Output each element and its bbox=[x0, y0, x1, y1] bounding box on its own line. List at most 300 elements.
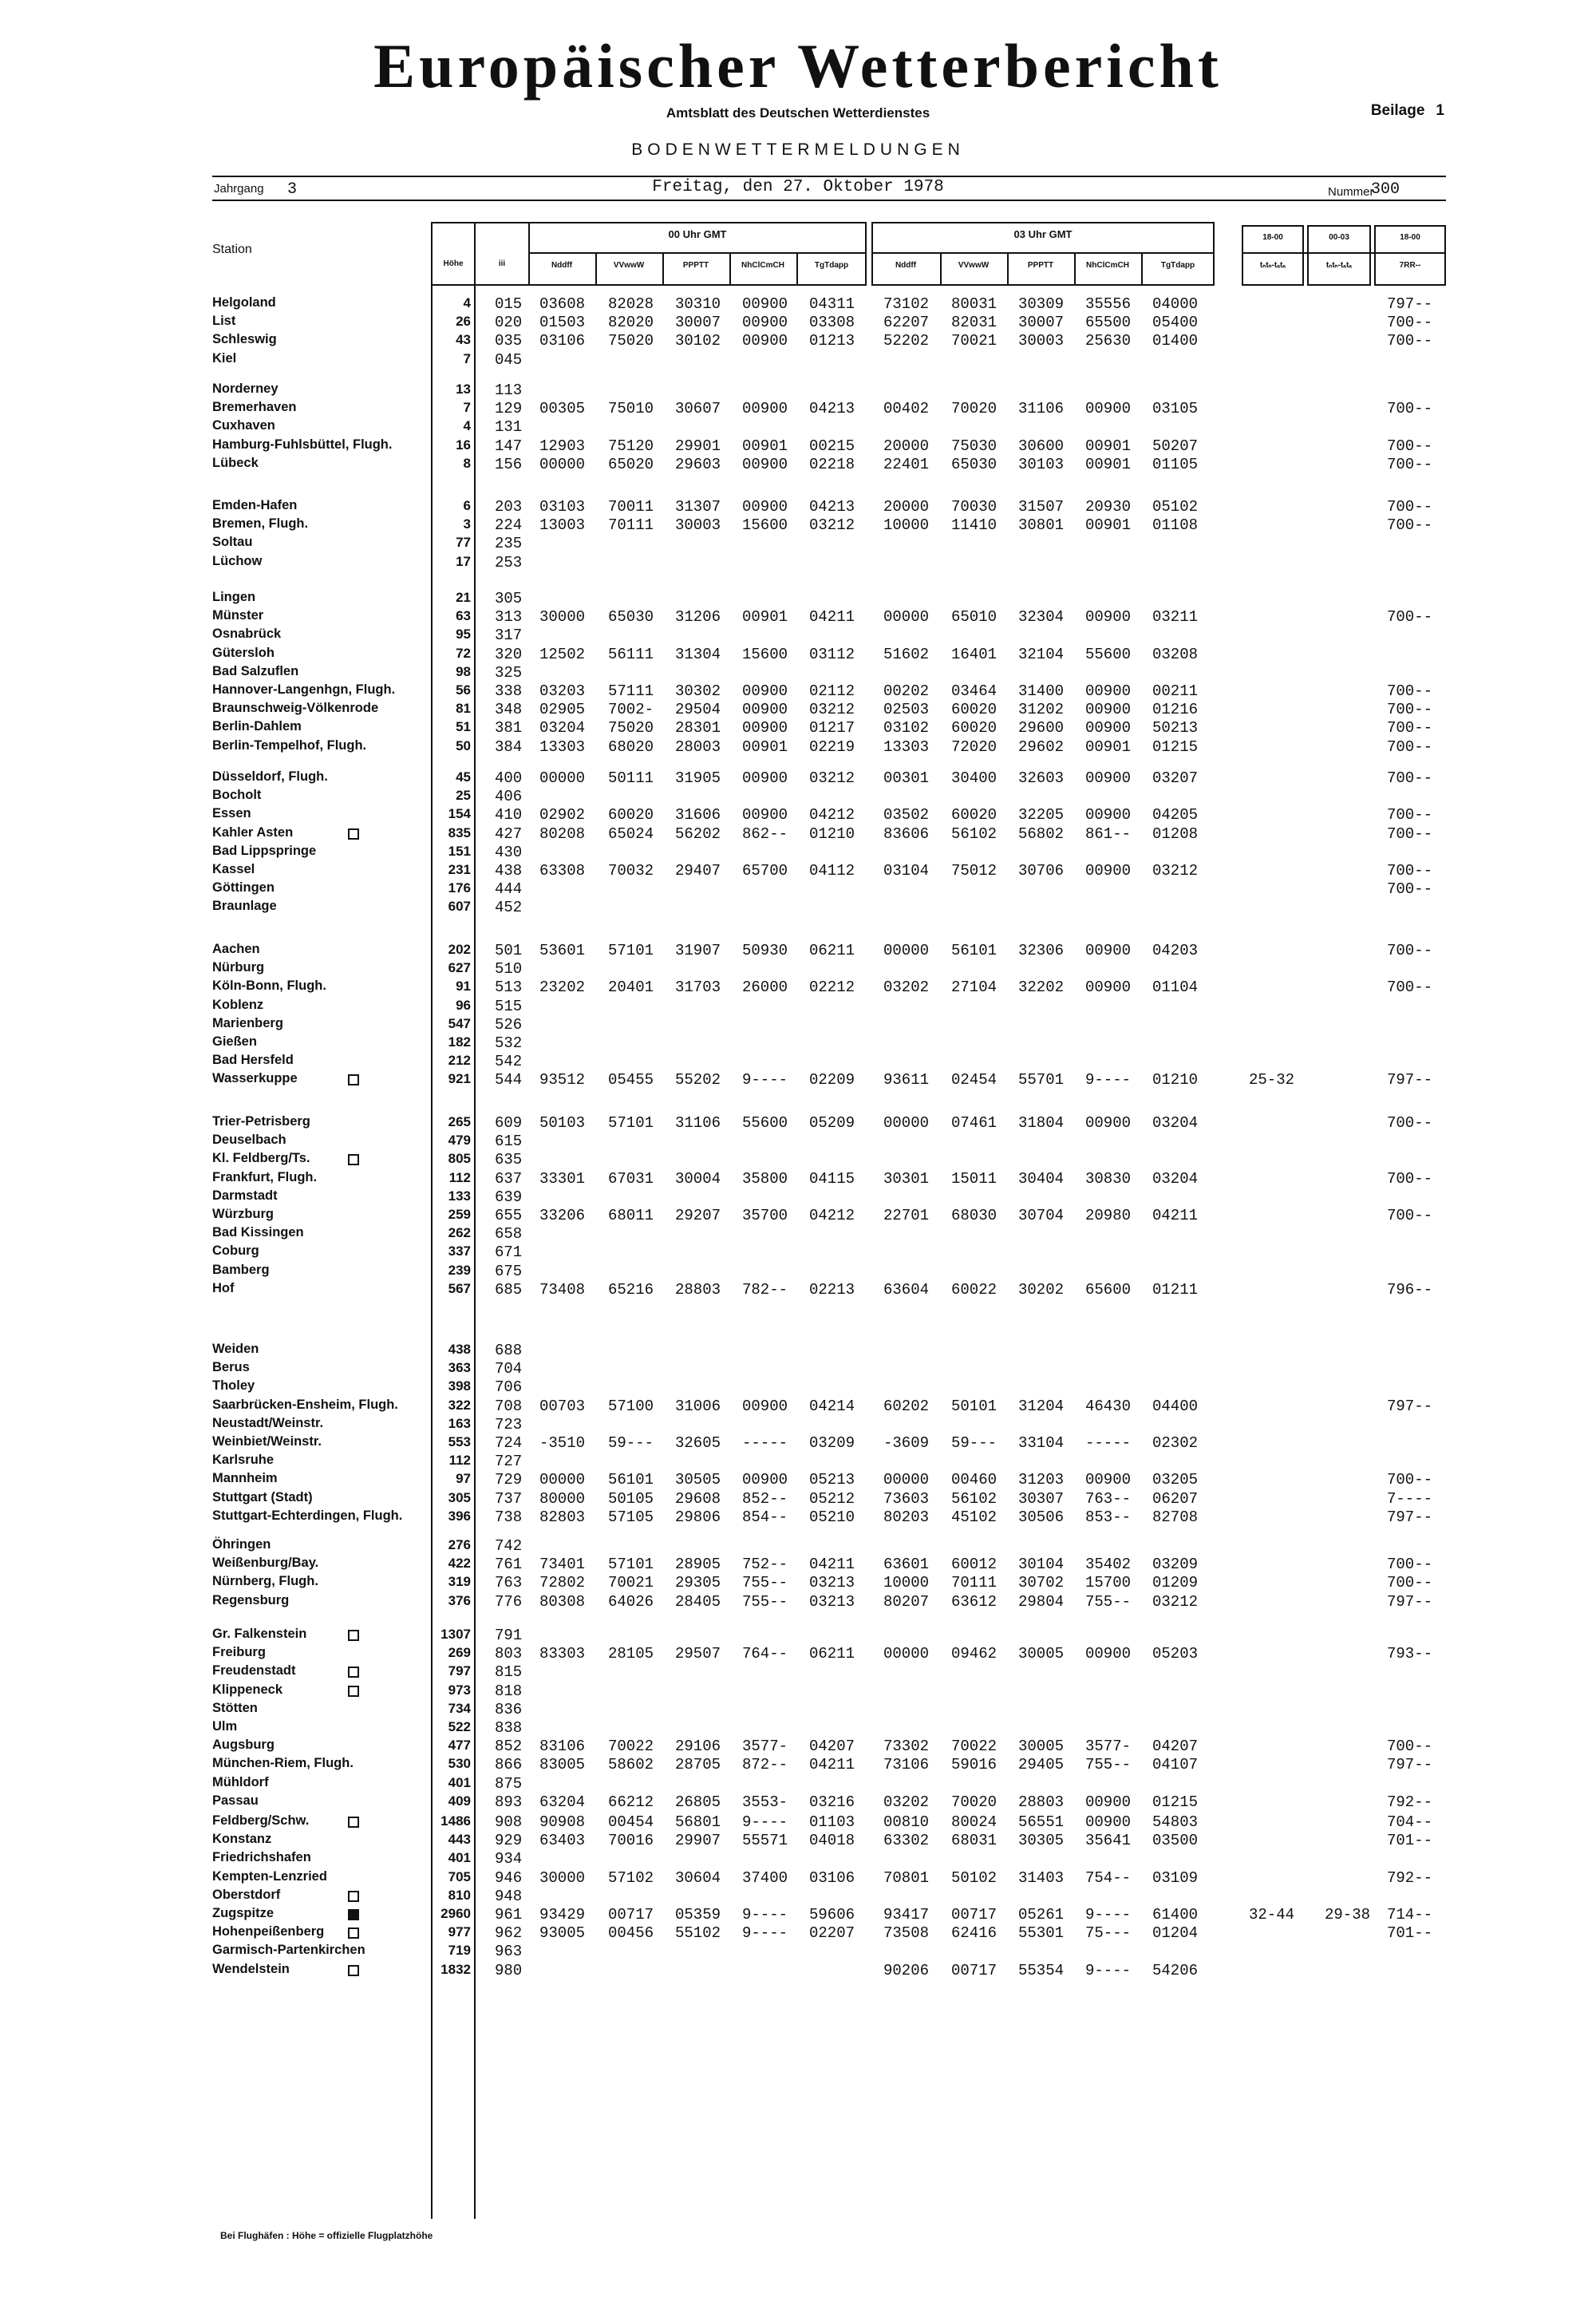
station-height: 810 bbox=[448, 1888, 471, 1903]
station-index: 763 bbox=[495, 1574, 523, 1591]
table-row bbox=[0, 1793, 1596, 1812]
table-row bbox=[0, 400, 1596, 418]
obs-03-group: 03211 bbox=[1152, 608, 1199, 626]
obs-00-group: 65024 bbox=[608, 825, 654, 843]
precip-group: 700-- bbox=[1387, 806, 1433, 824]
station-height: 91 bbox=[456, 979, 471, 994]
obs-03-group: 50101 bbox=[951, 1398, 998, 1415]
obs-00-group: 06211 bbox=[809, 942, 855, 959]
obs-00-group: 31106 bbox=[675, 1114, 721, 1132]
station-name: Saarbrücken-Ensheim, Flugh. bbox=[212, 1398, 398, 1412]
obs-03-group: 01204 bbox=[1152, 1924, 1199, 1942]
obs-03-group: 27104 bbox=[951, 979, 998, 996]
obs-03-group: 04400 bbox=[1152, 1398, 1199, 1415]
obs-03-group: 05102 bbox=[1152, 498, 1199, 516]
obs-03-group: 30307 bbox=[1018, 1490, 1065, 1508]
obs-00-group: 30102 bbox=[675, 332, 721, 350]
station-name: Augsburg bbox=[212, 1738, 275, 1752]
station-index: 963 bbox=[495, 1943, 523, 1960]
obs-00-group: 00900 bbox=[742, 314, 788, 331]
station-name: Deuselbach bbox=[212, 1133, 286, 1147]
group-03-header: 03 Uhr GMT bbox=[1013, 228, 1073, 240]
obs-03-group: 07461 bbox=[951, 1114, 998, 1132]
beilage-number: 1 bbox=[1436, 102, 1444, 119]
station-height: 182 bbox=[448, 1034, 471, 1050]
obs-03-group: 30506 bbox=[1018, 1508, 1065, 1526]
obs-03-group: 30309 bbox=[1018, 295, 1065, 313]
obs-00-group: 854-- bbox=[742, 1508, 788, 1526]
station-name: Kempten-Lenzried bbox=[212, 1869, 327, 1884]
table-row bbox=[0, 844, 1596, 862]
station-height: 95 bbox=[456, 627, 471, 642]
table-row bbox=[0, 806, 1596, 824]
table-row bbox=[0, 456, 1596, 474]
obs-00-group: 31703 bbox=[675, 979, 721, 996]
obs-03-group: 03207 bbox=[1152, 769, 1199, 787]
obs-03-group: 50213 bbox=[1152, 719, 1199, 737]
obs-00-group: 30310 bbox=[675, 295, 721, 313]
obs-03-group: 80207 bbox=[883, 1593, 930, 1611]
obs-03-group: 82708 bbox=[1152, 1508, 1199, 1526]
obs-03-group: 00901 bbox=[1085, 516, 1132, 534]
station-name: Wasserkuppe bbox=[212, 1071, 298, 1085]
station-name: Öhringen bbox=[212, 1537, 271, 1552]
station-index: 348 bbox=[495, 701, 523, 718]
station-height: 522 bbox=[448, 1719, 471, 1734]
obs-03-group: 02454 bbox=[951, 1071, 998, 1089]
obs-00-group: 29603 bbox=[675, 456, 721, 473]
hoehe-header-cell bbox=[431, 222, 476, 286]
obs-00-group: 00000 bbox=[539, 769, 586, 787]
obs-00-group: 03112 bbox=[809, 646, 855, 663]
station-name: Hannover-Langenhgn, Flugh. bbox=[212, 682, 396, 697]
obs-03-group: 30005 bbox=[1018, 1645, 1065, 1663]
station-index: 685 bbox=[495, 1281, 523, 1299]
open-square-icon bbox=[348, 1686, 359, 1697]
station-index: 961 bbox=[495, 1906, 523, 1924]
table-row bbox=[0, 682, 1596, 701]
col-00-clouds: NhClCmCH bbox=[741, 261, 784, 270]
station-index: 980 bbox=[495, 1962, 523, 1979]
obs-03-group: 30103 bbox=[1018, 456, 1065, 473]
obs-00-group: 75010 bbox=[608, 400, 654, 417]
station-index: 515 bbox=[495, 998, 523, 1015]
obs-00-group: 03212 bbox=[809, 516, 855, 534]
obs-03-group: 31403 bbox=[1018, 1869, 1065, 1887]
nummer-value: 300 bbox=[1371, 180, 1400, 199]
table-row bbox=[0, 1850, 1596, 1868]
obs-03-group: 30704 bbox=[1018, 1207, 1065, 1224]
obs-03-group: 29405 bbox=[1018, 1756, 1065, 1773]
obs-00-group: 03103 bbox=[539, 498, 586, 516]
obs-03-group: 60022 bbox=[951, 1281, 998, 1299]
station-index: 544 bbox=[495, 1071, 523, 1089]
table-row bbox=[0, 701, 1596, 719]
obs-00-group: 9---- bbox=[742, 1071, 788, 1089]
station-name: Düsseldorf, Flugh. bbox=[212, 769, 328, 784]
obs-00-group: 04211 bbox=[809, 608, 855, 626]
station-index: 035 bbox=[495, 332, 523, 350]
beilage bbox=[1371, 102, 1444, 120]
obs-00-group: 00900 bbox=[742, 332, 788, 350]
station-height: 797 bbox=[448, 1663, 471, 1678]
obs-00-group: 63403 bbox=[539, 1832, 586, 1849]
obs-03-group: 35556 bbox=[1085, 295, 1132, 313]
station-height: 547 bbox=[448, 1016, 471, 1031]
obs-03-group: 68031 bbox=[951, 1832, 998, 1849]
station-name: Schleswig bbox=[212, 332, 277, 346]
obs-00-group: 15600 bbox=[742, 646, 788, 663]
obs-00-group: 01217 bbox=[809, 719, 855, 737]
table-row bbox=[0, 1133, 1596, 1151]
jahrgang-value: 3 bbox=[287, 180, 298, 199]
station-index: 235 bbox=[495, 535, 523, 552]
report-subtitle: Amtsblatt des Deutschen Wetterdienstes bbox=[666, 105, 930, 121]
obs-00-group: 764-- bbox=[742, 1645, 788, 1663]
obs-03-group: 83606 bbox=[883, 825, 930, 843]
table-row bbox=[0, 1170, 1596, 1188]
obs-00-group: 13003 bbox=[539, 516, 586, 534]
obs-03-group: 22401 bbox=[883, 456, 930, 473]
obs-03-group: 56802 bbox=[1018, 825, 1065, 843]
obs-03-group: 65010 bbox=[951, 608, 998, 626]
station-index: 727 bbox=[495, 1453, 523, 1470]
obs-00-group: 02905 bbox=[539, 701, 586, 718]
obs-00-group: 58602 bbox=[608, 1756, 654, 1773]
obs-00-group: 28301 bbox=[675, 719, 721, 737]
table-row bbox=[0, 1281, 1596, 1299]
obs-00-group: 06211 bbox=[809, 1645, 855, 1663]
station-height: 443 bbox=[448, 1832, 471, 1847]
obs-00-group: 29407 bbox=[675, 862, 721, 880]
table-row bbox=[0, 1207, 1596, 1225]
station-index: 838 bbox=[495, 1719, 523, 1737]
station-height: 43 bbox=[456, 332, 471, 347]
obs-03-group: 30801 bbox=[1018, 516, 1065, 534]
station-index: 704 bbox=[495, 1360, 523, 1378]
obs-00-group: 57105 bbox=[608, 1508, 654, 1526]
table-row bbox=[0, 738, 1596, 757]
station-index: 015 bbox=[495, 295, 523, 313]
obs-00-group: 31907 bbox=[675, 942, 721, 959]
obs-00-group: 03308 bbox=[809, 314, 855, 331]
station-name: Bremen, Flugh. bbox=[212, 516, 309, 531]
obs-00-group: 04112 bbox=[809, 862, 855, 880]
obs-03-group: 55701 bbox=[1018, 1071, 1065, 1089]
obs-03-group: 60020 bbox=[951, 719, 998, 737]
obs-00-group: 59606 bbox=[809, 1906, 855, 1924]
obs-03-group: 31507 bbox=[1018, 498, 1065, 516]
obs-03-group: 03209 bbox=[1152, 1556, 1199, 1573]
obs-00-group: 30000 bbox=[539, 1869, 586, 1887]
obs-00-group: 02212 bbox=[809, 979, 855, 996]
col-03-clouds: NhClCmCH bbox=[1086, 261, 1129, 270]
obs-00-group: 7002- bbox=[608, 701, 654, 718]
station-height: 262 bbox=[448, 1225, 471, 1240]
station-height: 409 bbox=[448, 1793, 471, 1809]
obs-00-group: 00456 bbox=[608, 1924, 654, 1942]
obs-03-group: 06207 bbox=[1152, 1490, 1199, 1508]
obs-03-group: 763-- bbox=[1085, 1490, 1132, 1508]
station-height: 398 bbox=[448, 1378, 471, 1394]
precip-group: 704-- bbox=[1387, 1813, 1433, 1831]
obs-03-group: 00900 bbox=[1085, 806, 1132, 824]
obs-03-group: 60020 bbox=[951, 701, 998, 718]
obs-03-group: 80024 bbox=[951, 1813, 998, 1831]
obs-00-group: 63204 bbox=[539, 1793, 586, 1811]
table-row bbox=[0, 1490, 1596, 1508]
obs-03-group: 03464 bbox=[951, 682, 998, 700]
station-height: 269 bbox=[448, 1645, 471, 1660]
station-height: 1307 bbox=[440, 1627, 471, 1642]
obs-00-group: 01103 bbox=[809, 1813, 855, 1831]
obs-00-group: 31606 bbox=[675, 806, 721, 824]
obs-00-group: 04115 bbox=[809, 1170, 855, 1188]
station-name: Bocholt bbox=[212, 788, 262, 802]
obs-03-group: 10000 bbox=[883, 1574, 930, 1591]
obs-03-group: 05400 bbox=[1152, 314, 1199, 331]
station-name: Mühldorf bbox=[212, 1775, 269, 1789]
obs-00-group: 72802 bbox=[539, 1574, 586, 1591]
obs-00-group: 00900 bbox=[742, 295, 788, 313]
obs-03-group: 00900 bbox=[1085, 1114, 1132, 1132]
obs-00-group: 13303 bbox=[539, 738, 586, 756]
obs-00-group: 29608 bbox=[675, 1490, 721, 1508]
obs-03-group: 03502 bbox=[883, 806, 930, 824]
station-index: 513 bbox=[495, 979, 523, 996]
table-row bbox=[0, 788, 1596, 806]
station-index: 893 bbox=[495, 1793, 523, 1811]
obs-03-group: 03104 bbox=[883, 862, 930, 880]
precip-group: 797-- bbox=[1387, 1398, 1433, 1415]
obs-00-group: -3510 bbox=[539, 1434, 586, 1452]
table-row bbox=[0, 1263, 1596, 1281]
obs-03-group: 30007 bbox=[1018, 314, 1065, 331]
table-row bbox=[0, 1537, 1596, 1556]
obs-03-group: 30301 bbox=[883, 1170, 930, 1188]
obs-00-group: 57111 bbox=[608, 682, 654, 700]
station-height: 7 bbox=[463, 351, 471, 366]
obs-03-group: 20000 bbox=[883, 437, 930, 455]
obs-00-group: 31006 bbox=[675, 1398, 721, 1415]
station-index: 427 bbox=[495, 825, 523, 843]
obs-03-group: 70021 bbox=[951, 332, 998, 350]
obs-03-group: 80203 bbox=[883, 1508, 930, 1526]
obs-03-group: 56551 bbox=[1018, 1813, 1065, 1831]
station-height: 202 bbox=[448, 942, 471, 957]
obs-03-group: 51602 bbox=[883, 646, 930, 663]
obs-03-group: 33104 bbox=[1018, 1434, 1065, 1452]
obs-03-group: 70111 bbox=[951, 1574, 998, 1591]
precip-group: 700-- bbox=[1387, 979, 1433, 996]
obs-03-group: 00900 bbox=[1085, 979, 1132, 996]
station-height: 805 bbox=[448, 1151, 471, 1166]
obs-00-group: 02112 bbox=[809, 682, 855, 700]
station-height: 276 bbox=[448, 1537, 471, 1552]
station-height: 77 bbox=[456, 535, 471, 550]
obs-03-group: 70801 bbox=[883, 1869, 930, 1887]
nummer-label: Nummer bbox=[1328, 185, 1374, 199]
obs-00-group: 56801 bbox=[675, 1813, 721, 1831]
station-name: Weißenburg/Bay. bbox=[212, 1556, 319, 1570]
station-name: Trier-Petrisberg bbox=[212, 1114, 310, 1129]
obs-03-group: 03204 bbox=[1152, 1170, 1199, 1188]
station-name: Berlin-Dahlem bbox=[212, 719, 302, 733]
station-height: 176 bbox=[448, 880, 471, 896]
station-height: 259 bbox=[448, 1207, 471, 1222]
station-index: 742 bbox=[495, 1537, 523, 1555]
obs-03-group: 15700 bbox=[1085, 1574, 1132, 1591]
obs-00-group: 3577- bbox=[742, 1738, 788, 1755]
precip-group: 714-- bbox=[1387, 1906, 1433, 1924]
obs-03-group: 32202 bbox=[1018, 979, 1065, 996]
station-height: 567 bbox=[448, 1281, 471, 1296]
obs-00-group: 00215 bbox=[809, 437, 855, 455]
obs-00-group: 00901 bbox=[742, 608, 788, 626]
station-index: 776 bbox=[495, 1593, 523, 1611]
obs-00-group: 02207 bbox=[809, 1924, 855, 1942]
obs-03-group: 755-- bbox=[1085, 1756, 1132, 1773]
obs-00-group: 50111 bbox=[608, 769, 654, 787]
obs-03-group: 55600 bbox=[1085, 646, 1132, 663]
station-name: Kl. Feldberg/Ts. bbox=[212, 1151, 310, 1165]
station-name: Freiburg bbox=[212, 1645, 266, 1659]
obs-00-group: 30004 bbox=[675, 1170, 721, 1188]
station-index: 452 bbox=[495, 899, 523, 916]
station-height: 21 bbox=[456, 590, 471, 605]
table-row bbox=[0, 1378, 1596, 1397]
obs-03-group: 00202 bbox=[883, 682, 930, 700]
table-row bbox=[0, 314, 1596, 332]
table-row bbox=[0, 646, 1596, 664]
obs-00-group: 56202 bbox=[675, 825, 721, 843]
table-row bbox=[0, 590, 1596, 608]
table-row bbox=[0, 1888, 1596, 1906]
station-height: 401 bbox=[448, 1775, 471, 1790]
obs-03-group: 70020 bbox=[951, 400, 998, 417]
station-name: Bad Hersfeld bbox=[212, 1053, 294, 1067]
station-name: Stuttgart (Stadt) bbox=[212, 1490, 313, 1504]
obs-00-group: 04211 bbox=[809, 1756, 855, 1773]
station-index: 803 bbox=[495, 1645, 523, 1663]
precip-group: 796-- bbox=[1387, 1281, 1433, 1299]
obs-00-group: 03213 bbox=[809, 1574, 855, 1591]
station-name: Coburg bbox=[212, 1243, 259, 1258]
station-height: 553 bbox=[448, 1434, 471, 1449]
station-index: 724 bbox=[495, 1434, 523, 1452]
obs-00-group: 65216 bbox=[608, 1281, 654, 1299]
obs-03-group: 04203 bbox=[1152, 942, 1199, 959]
station-height: 401 bbox=[448, 1850, 471, 1865]
obs-03-group: 31204 bbox=[1018, 1398, 1065, 1415]
obs-00-group: 56111 bbox=[608, 646, 654, 663]
col-03-nddff: Nddff bbox=[895, 261, 917, 270]
station-height: 265 bbox=[448, 1114, 471, 1129]
obs-03-group: 01216 bbox=[1152, 701, 1199, 718]
header-rule-top bbox=[212, 176, 1446, 177]
obs-00-group: 68020 bbox=[608, 738, 654, 756]
station-index: 723 bbox=[495, 1416, 523, 1433]
precip-group: 700-- bbox=[1387, 1556, 1433, 1573]
obs-00-group: 28003 bbox=[675, 738, 721, 756]
obs-03-group: 20930 bbox=[1085, 498, 1132, 516]
obs-00-group: 03204 bbox=[539, 719, 586, 737]
station-index: 501 bbox=[495, 942, 523, 959]
obs-03-group: 50102 bbox=[951, 1869, 998, 1887]
station-index: 637 bbox=[495, 1170, 523, 1188]
table-row bbox=[0, 825, 1596, 844]
station-name: List bbox=[212, 314, 236, 328]
obs-00-group: 60020 bbox=[608, 806, 654, 824]
obs-00-group: 50105 bbox=[608, 1490, 654, 1508]
station-name: Gütersloh bbox=[212, 646, 275, 660]
obs-00-group: 82028 bbox=[608, 295, 654, 313]
table-row bbox=[0, 1574, 1596, 1592]
obs-03-group: 46430 bbox=[1085, 1398, 1132, 1415]
obs-03-group: 01209 bbox=[1152, 1574, 1199, 1591]
obs-00-group: 59--- bbox=[608, 1434, 654, 1452]
obs-03-group: 754-- bbox=[1085, 1869, 1132, 1887]
obs-03-group: 30706 bbox=[1018, 862, 1065, 880]
obs-00-group: 80000 bbox=[539, 1490, 586, 1508]
obs-00-group: 29207 bbox=[675, 1207, 721, 1224]
obs-03-group: 00000 bbox=[883, 1114, 930, 1132]
obs-03-group: 11410 bbox=[951, 516, 998, 534]
obs-00-group: 05212 bbox=[809, 1490, 855, 1508]
obs-03-group: 00000 bbox=[883, 1645, 930, 1663]
table-row bbox=[0, 1719, 1596, 1738]
table-row bbox=[0, 769, 1596, 788]
station-height: 8 bbox=[463, 456, 471, 471]
station-index: 706 bbox=[495, 1378, 523, 1396]
station-name: Garmisch-Partenkirchen bbox=[212, 1943, 365, 1957]
obs-00-group: 03212 bbox=[809, 769, 855, 787]
obs-00-group: 3553- bbox=[742, 1793, 788, 1811]
obs-00-group: 37400 bbox=[742, 1869, 788, 1887]
obs-00-group: 28105 bbox=[608, 1645, 654, 1663]
station-index: 671 bbox=[495, 1243, 523, 1261]
obs-03-group: 00900 bbox=[1085, 1793, 1132, 1811]
obs-00-group: 35800 bbox=[742, 1170, 788, 1188]
precip-group: 700-- bbox=[1387, 719, 1433, 737]
table-row bbox=[0, 1906, 1596, 1924]
station-index: 430 bbox=[495, 844, 523, 861]
open-square-icon bbox=[348, 1817, 359, 1828]
precip-group: 700-- bbox=[1387, 825, 1433, 843]
obs-00-group: 04214 bbox=[809, 1398, 855, 1415]
table-row bbox=[0, 332, 1596, 350]
obs-00-group: 26000 bbox=[742, 979, 788, 996]
obs-00-group: 30302 bbox=[675, 682, 721, 700]
station-index: 658 bbox=[495, 1225, 523, 1243]
obs-03-group: 31203 bbox=[1018, 1471, 1065, 1489]
station-name: Bad Lippspringe bbox=[212, 844, 317, 858]
precip-group: 700-- bbox=[1387, 682, 1433, 700]
obs-00-group: 29907 bbox=[675, 1832, 721, 1849]
obs-00-group: 66212 bbox=[608, 1793, 654, 1811]
open-square-icon bbox=[348, 1630, 359, 1641]
precip-group: 7---- bbox=[1387, 1490, 1433, 1508]
obs-03-group: 01210 bbox=[1152, 1071, 1199, 1089]
obs-03-group: 60012 bbox=[951, 1556, 998, 1573]
obs-00-group: 28405 bbox=[675, 1593, 721, 1611]
table-row bbox=[0, 1053, 1596, 1071]
obs-03-group: 13303 bbox=[883, 738, 930, 756]
table-row bbox=[0, 719, 1596, 737]
obs-00-group: 29106 bbox=[675, 1738, 721, 1755]
obs-00-group: 30000 bbox=[539, 608, 586, 626]
obs-03-group: 30702 bbox=[1018, 1574, 1065, 1591]
